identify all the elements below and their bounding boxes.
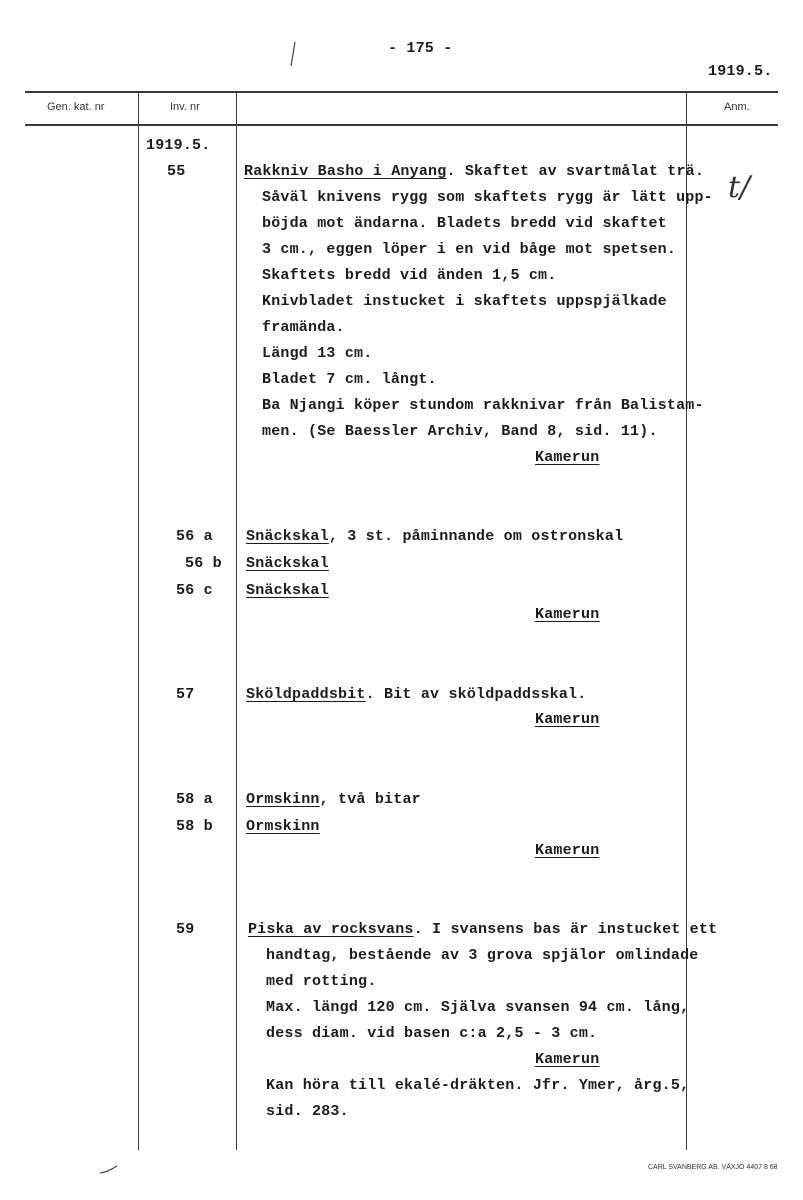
entry-first-line [244, 163, 704, 180]
pencil-tick-mark [288, 40, 298, 68]
entry-first-line [248, 921, 717, 938]
entry-title: Ormskinn [246, 791, 320, 808]
entry-place: Kamerun [535, 711, 600, 728]
entry-place: Kamerun [535, 1051, 600, 1068]
entry-text-line: böjda mot ändarna. Bladets bredd vid skaftet [262, 215, 667, 232]
entry-text-line: Ba Njangi köper stundom rakknivar från Balistam- [262, 397, 704, 414]
entry-title: Ormskinn [246, 818, 320, 835]
inv-number: 55 [167, 163, 186, 180]
entry-text-line: Skaftets bredd vid änden 1,5 cm. [262, 267, 557, 284]
section-year: 1919.5. [146, 137, 211, 154]
entry-text-line: . Skaftet av svartmålat trä. [446, 163, 705, 180]
entry-title: Snäckskal [246, 528, 329, 545]
column-header-gen-kat-nr: Gen. kat. nr [47, 101, 105, 113]
entry-text-line: dess diam. vid basen c:a 2,5 - 3 cm. [266, 1025, 598, 1042]
inv-number: 56 b [185, 555, 222, 572]
pencil-stroke-mark [98, 1163, 120, 1175]
entry-title: Piska av rocksvans [248, 921, 414, 938]
inv-number: 57 [176, 686, 195, 703]
entry-text-line: Längd 13 cm. [262, 345, 373, 362]
entry-first-line [246, 791, 421, 808]
inv-number: 56 a [176, 528, 213, 545]
entry-text-line: 3 cm., eggen löper i en vid båge mot spetsen. [262, 241, 677, 258]
entry-text-line: framända. [262, 319, 345, 336]
entry-text-line: handtag, bestående av 3 grova spjälor omlindade [266, 947, 699, 964]
entry-text-line: , två bitar [319, 791, 421, 808]
entry-title: Sköldpaddsbit [246, 686, 366, 703]
printer-imprint: CARL SVANBERG AB. VÄXJÖ 4407 8 68 [648, 1164, 778, 1171]
entry-place: Kamerun [535, 449, 600, 466]
entry-first-line [246, 686, 586, 703]
entry-text-line: Bladet 7 cm. långt. [262, 371, 437, 388]
entry-text-line: Knivbladet instucket i skaftets uppspjälkade [262, 293, 667, 310]
column-header-inv-nr: Inv. nr [170, 101, 200, 113]
entry-text-line: . I svansens bas är instucket ett [413, 921, 718, 938]
entry-extra-line: Kan höra till ekalé-dräkten. Jfr. Ymer, årg.5, [266, 1077, 690, 1094]
entry-title: Rakkniv Basho i Anyang [244, 163, 447, 180]
entry-extra-line: sid. 283. [266, 1103, 349, 1120]
entry-text-line: med rotting. [266, 973, 377, 990]
column-header-anm: Anm. [724, 101, 750, 113]
entry-title: Snäckskal [246, 582, 329, 599]
entry-text-line: men. (Se Baessler Archiv, Band 8, sid. 11). [262, 423, 658, 440]
inv-text-column-rule [236, 92, 237, 1150]
entry-title: Snäckskal [246, 555, 329, 572]
inv-number: 58 a [176, 791, 213, 808]
text-anm-column-rule [686, 92, 687, 1150]
entry-text-line: Max. längd 120 cm. Själva svansen 94 cm. lång, [266, 999, 690, 1016]
anm-handwritten-note: t/ [728, 170, 751, 205]
entry-text-line: . Bit av sköldpaddsskal. [365, 686, 587, 703]
gen-inv-column-rule [138, 92, 139, 1150]
entry-text-line: Såväl knivens rygg som skaftets rygg är lätt upp- [262, 189, 713, 206]
entry-text-line: , 3 st. påminnande om ostronskal [328, 528, 624, 545]
page-number: - 175 - [388, 40, 453, 57]
entry-place: Kamerun [535, 842, 600, 859]
inv-number: 58 b [176, 818, 213, 835]
inv-number: 56 c [176, 582, 213, 599]
entry-first-line [246, 528, 623, 545]
inv-number: 59 [176, 921, 195, 938]
entry-place: Kamerun [535, 606, 600, 623]
page-year-reference: 1919.5. [708, 63, 773, 80]
